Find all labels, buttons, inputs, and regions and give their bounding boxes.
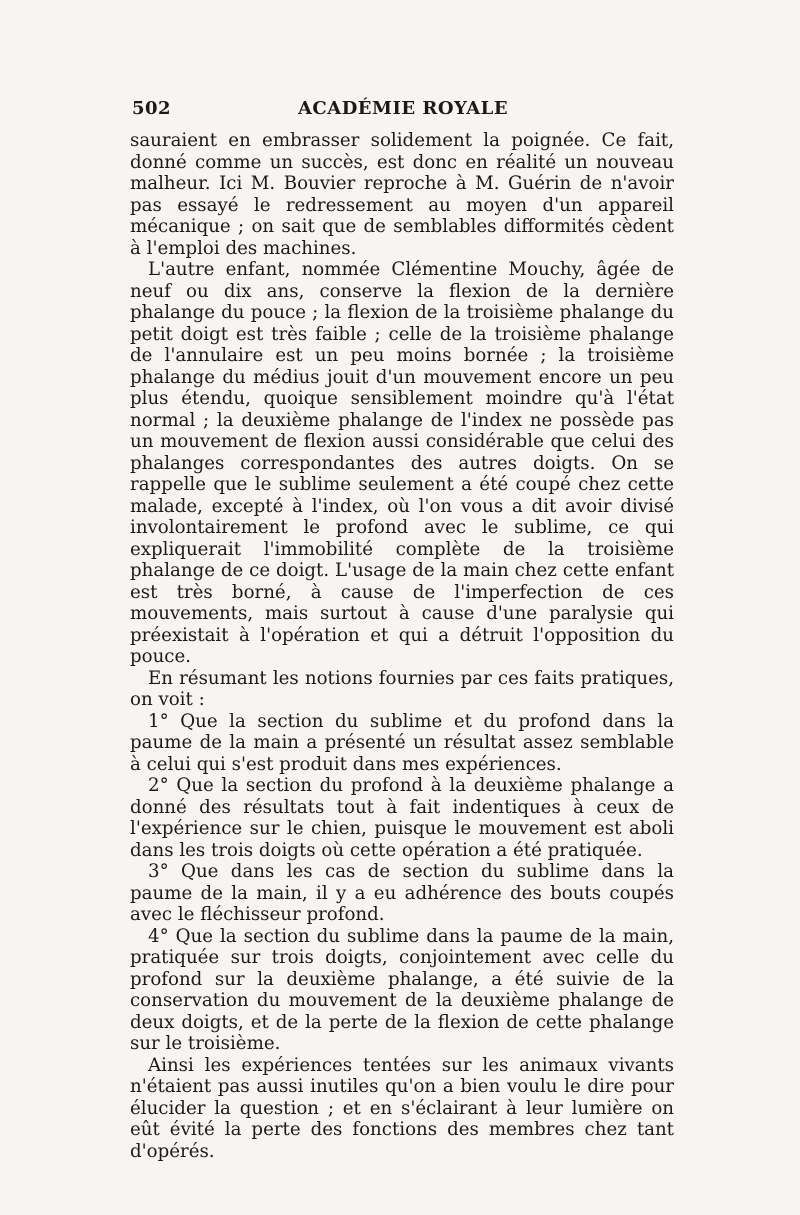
paragraph-point-2: 2° Que la section du profond à la deuxième phalange a donné des résultats tout à fait indentiques à ceux de l'expérience sur le chien, puisque le mouvement est aboli dans les trois doigts où cette opération a été pratiquée.: [130, 775, 674, 861]
paragraph-summary-intro: En résumant les notions fournies par ces faits pratiques, on voit :: [130, 667, 674, 710]
paragraph-continuation: sauraient en embrasser solidement la poignée. Ce fait, donné comme un succès, est donc en réalité un nouveau malheur. Ici M. Bouvier reproche à M. Guérin de n'avoir pas essayé le redressement au moyen d'un appareil mécanique ; on sait que de semblables difformités cèdent à l'emploi des machines.: [130, 130, 674, 259]
paragraph-clementine-mouchy: L'autre enfant, nommée Clémentine Mouchy, âgée de neuf ou dix ans, conserve la flexion de la dernière phalange du pouce ; la flexion de la troisième phalange du petit doigt est très faible ; celle de la troisième phalange de l'annulaire est un peu moins bornée ; la troisième phalange du médius jouit d'un mouvement encore un peu plus étendu, quoique sensiblement moindre qu'à l'état normal ; la deuxième phalange de l'index ne possède pas un mouvement de flexion aussi considérable que celui des phalanges correspondantes des autres doigts. On se rappelle que le sublime seulement a été coupé chez cette malade, excepté à l'index, où l'on vous a dit avoir divisé involontairement le profond avec le sublime, ce qui expliquerait l'immobilité complète de la troisième phalange de ce doigt. L'usage de la main chez cette enfant est très borné, à cause de l'imperfection de ces mouvements, mais surtout à cause d'une paralysie qui préexistait à l'opération et qui a détruit l'opposition du pouce.: [130, 259, 674, 667]
page-header: [132, 98, 674, 124]
running-title: ACADÉMIE ROYALE: [297, 98, 509, 119]
body-text: [130, 130, 674, 1162]
paragraph-point-1: 1° Que la section du sublime et du profond dans la paume de la main a présenté un résultat assez semblable à celui qui s'est produit dans mes expériences.: [130, 710, 674, 775]
paragraph-point-3: 3° Que dans les cas de section du sublime dans la paume de la main, il y a eu adhérence des bouts coupés avec le fléchisseur profond.: [130, 861, 674, 925]
paragraph-point-4: 4° Que la section du sublime dans la paume de la main, pratiquée sur trois doigts, conjointement avec celle du profond sur la deuxième phalange, a été suivie de la conservation du mouvement de la deuxième phalange de deux doigts, et de la perte de la flexion de cette phalange sur le troisième.: [130, 925, 674, 1054]
page-number: 502: [132, 98, 172, 119]
paragraph-conclusion: Ainsi les expériences tentées sur les animaux vivants n'étaient pas aussi inutiles qu'on a bien voulu le dire pour élucider la question ; et en s'éclairant à leur lumière on eût évité la perte des fonctions des membres chez tant d'opérés.: [130, 1054, 674, 1162]
